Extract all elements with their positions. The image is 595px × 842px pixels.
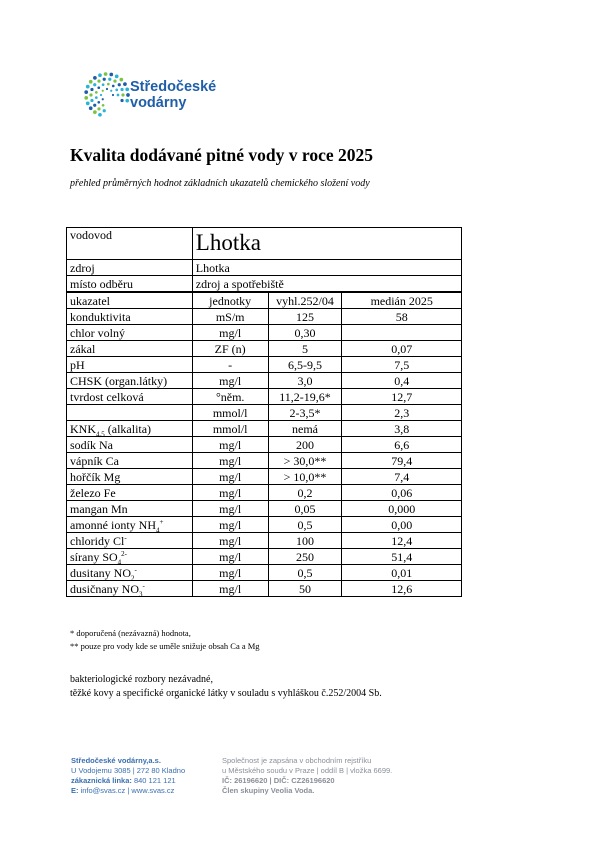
parameter-limit: 3,0 [268,373,342,389]
parameter-limit: 2-3,5* [268,405,342,421]
parameter-name: amonné ionty $NH_4^+$ [67,517,193,533]
footer-reg-2: u Městského soudu v Praze | oddíl B | vložka 6699. [222,766,393,775]
parameter-median: 0,000 [342,501,462,517]
parameter-median: 0,07 [342,341,462,357]
parameter-limit: 100 [268,533,342,549]
parameter-median: 0,01 [342,565,462,581]
table-row [67,437,462,453]
logo-text: Středočeské vodárny [130,79,217,111]
parameter-unit: mg/l [192,485,268,501]
footer-address: U Vodojemu 3085 | 272 80 Kladno [71,766,186,775]
parameter-median: 12,4 [342,533,462,549]
page-title: Kvalita dodávané pitné vody v roce 2025 [70,145,374,165]
table-row [67,501,462,517]
parameter-limit: 125 [268,309,342,325]
footer-email: E: info@svas.cz | www.svas.cz [71,786,175,795]
parameter-name: konduktivita [67,309,193,325]
parameter-median: 0,06 [342,485,462,501]
parameter-limit: nemá [268,421,342,437]
page-subtitle: přehled průměrných hodnot základních ukazatelů chemického složení vody [70,178,370,189]
table-row [67,581,462,597]
parameter-limit: 0,30 [268,325,342,341]
parameter-unit: mg/l [192,373,268,389]
parameter-unit: mg/l [192,549,268,565]
table-row [67,517,462,533]
zdroj-value: Lhotka [192,260,461,276]
parameter-median [342,325,462,341]
vodovod-label: vodovod [67,228,193,260]
parameter-median: 3,8 [342,421,462,437]
parameter-median: 51,4 [342,549,462,565]
parameter-name: $KNK_{4,5}$ (alkalita) [67,421,193,437]
parameter-name: chlor volný [67,325,193,341]
logo-dots-icon [84,72,130,118]
parameter-limit: 11,2-19,6* [268,389,342,405]
water-quality-table [66,227,462,597]
zdroj-row [67,260,462,276]
table-row [67,533,462,549]
footer-ids: IČ: 26196620 | DIČ: CZ26196620 [222,776,335,785]
parameter-unit: mS/m [192,309,268,325]
table-row [67,453,462,469]
header-ukazatel: ukazatel [67,292,193,309]
table-row [67,341,462,357]
footer-hotline: zákaznická linka: 840 121 121 [71,776,176,785]
parameter-unit: mg/l [192,453,268,469]
table-header-row [67,292,462,309]
parameter-unit: ZF (n) [192,341,268,357]
parameter-name: železo Fe [67,485,193,501]
parameter-median: 12,7 [342,389,462,405]
table-row [67,357,462,373]
table-row [67,421,462,437]
table-row [67,549,462,565]
parameter-limit: > 30,0** [268,453,342,469]
table-row [67,373,462,389]
parameter-median: 0,4 [342,373,462,389]
note-bacteriology: bakteriologické rozbory nezávadné, [70,674,213,685]
parameter-name: sodík Na [67,437,193,453]
parameter-limit: 0,2 [268,485,342,501]
note-heavy-metals: těžké kovy a specifické organické látky v souladu s vyhláškou č.252/2004 Sb. [70,688,382,699]
summary-notes [70,673,382,701]
parameter-unit: mg/l [192,469,268,485]
parameter-median: 7,5 [342,357,462,373]
parameter-name: dusitany $NO_2^-$ [67,565,193,581]
parameter-unit: °něm. [192,389,268,405]
parameter-median: 7,4 [342,469,462,485]
parameter-name: dusičnany $NO_3^-$ [67,581,193,597]
parameter-name: chloridy Cl- [67,533,193,549]
footer-company: Středočeské vodárny,a.s. [71,756,161,765]
parameter-limit: 5 [268,341,342,357]
parameter-name: zákal [67,341,193,357]
misto-value: zdroj a spotřebiště [192,276,461,293]
misto-label: místo odběru [67,276,193,293]
parameter-median: 79,4 [342,453,462,469]
parameter-unit: mg/l [192,517,268,533]
table-row [67,325,462,341]
misto-row [67,276,462,293]
footer-registration [222,756,392,796]
parameter-unit: mg/l [192,565,268,581]
zdroj-label: zdroj [67,260,193,276]
table-row [67,485,462,501]
table-row [67,389,462,405]
parameter-unit: mg/l [192,501,268,517]
footer-contact [71,756,185,796]
header-vyhl: vyhl.252/04 [268,292,342,309]
parameter-unit: - [192,357,268,373]
company-logo [84,72,244,122]
footnotes [70,627,260,653]
parameter-limit: 0,5 [268,565,342,581]
table-row [67,309,462,325]
footnote-2: ** pouze pro vody kde se uměle snižuje obsah Ca a Mg [70,641,260,651]
table-row [67,565,462,581]
parameter-unit: mg/l [192,437,268,453]
footer-group: Člen skupiny Veolia Voda. [222,786,315,795]
header-jednotky: jednotky [192,292,268,309]
parameter-limit: 0,5 [268,517,342,533]
parameter-name: vápník Ca [67,453,193,469]
parameter-name: hořčík Mg [67,469,193,485]
table-row [67,405,462,421]
parameter-median: 6,6 [342,437,462,453]
parameter-median: 12,6 [342,581,462,597]
parameter-limit: > 10,0** [268,469,342,485]
parameter-name: tvrdost celková [67,389,193,405]
parameter-name: sírany $SO_4^{2-}$ [67,549,193,565]
parameter-limit: 50 [268,581,342,597]
parameter-unit: mg/l [192,581,268,597]
parameter-name: CHSK (organ.látky) [67,373,193,389]
parameter-median: 2,3 [342,405,462,421]
vodovod-row [67,228,462,260]
footer-reg-1: Společnost je zapsána v obchodním rejstříku [222,756,372,765]
parameter-name: pH [67,357,193,373]
parameter-unit: mg/l [192,533,268,549]
parameter-name [67,405,193,421]
footnote-1: * doporučená (nezávazná) hodnota, [70,628,191,638]
table-row [67,469,462,485]
vodovod-value: Lhotka [192,228,461,260]
parameter-limit: 200 [268,437,342,453]
parameter-limit: 6,5-9,5 [268,357,342,373]
parameter-median: 58 [342,309,462,325]
parameter-unit: mg/l [192,325,268,341]
parameter-unit: mmol/l [192,421,268,437]
parameter-limit: 250 [268,549,342,565]
parameter-median: 0,00 [342,517,462,533]
parameter-limit: 0,05 [268,501,342,517]
parameter-name: mangan Mn [67,501,193,517]
header-median: medián 2025 [342,292,462,309]
parameter-unit: mmol/l [192,405,268,421]
